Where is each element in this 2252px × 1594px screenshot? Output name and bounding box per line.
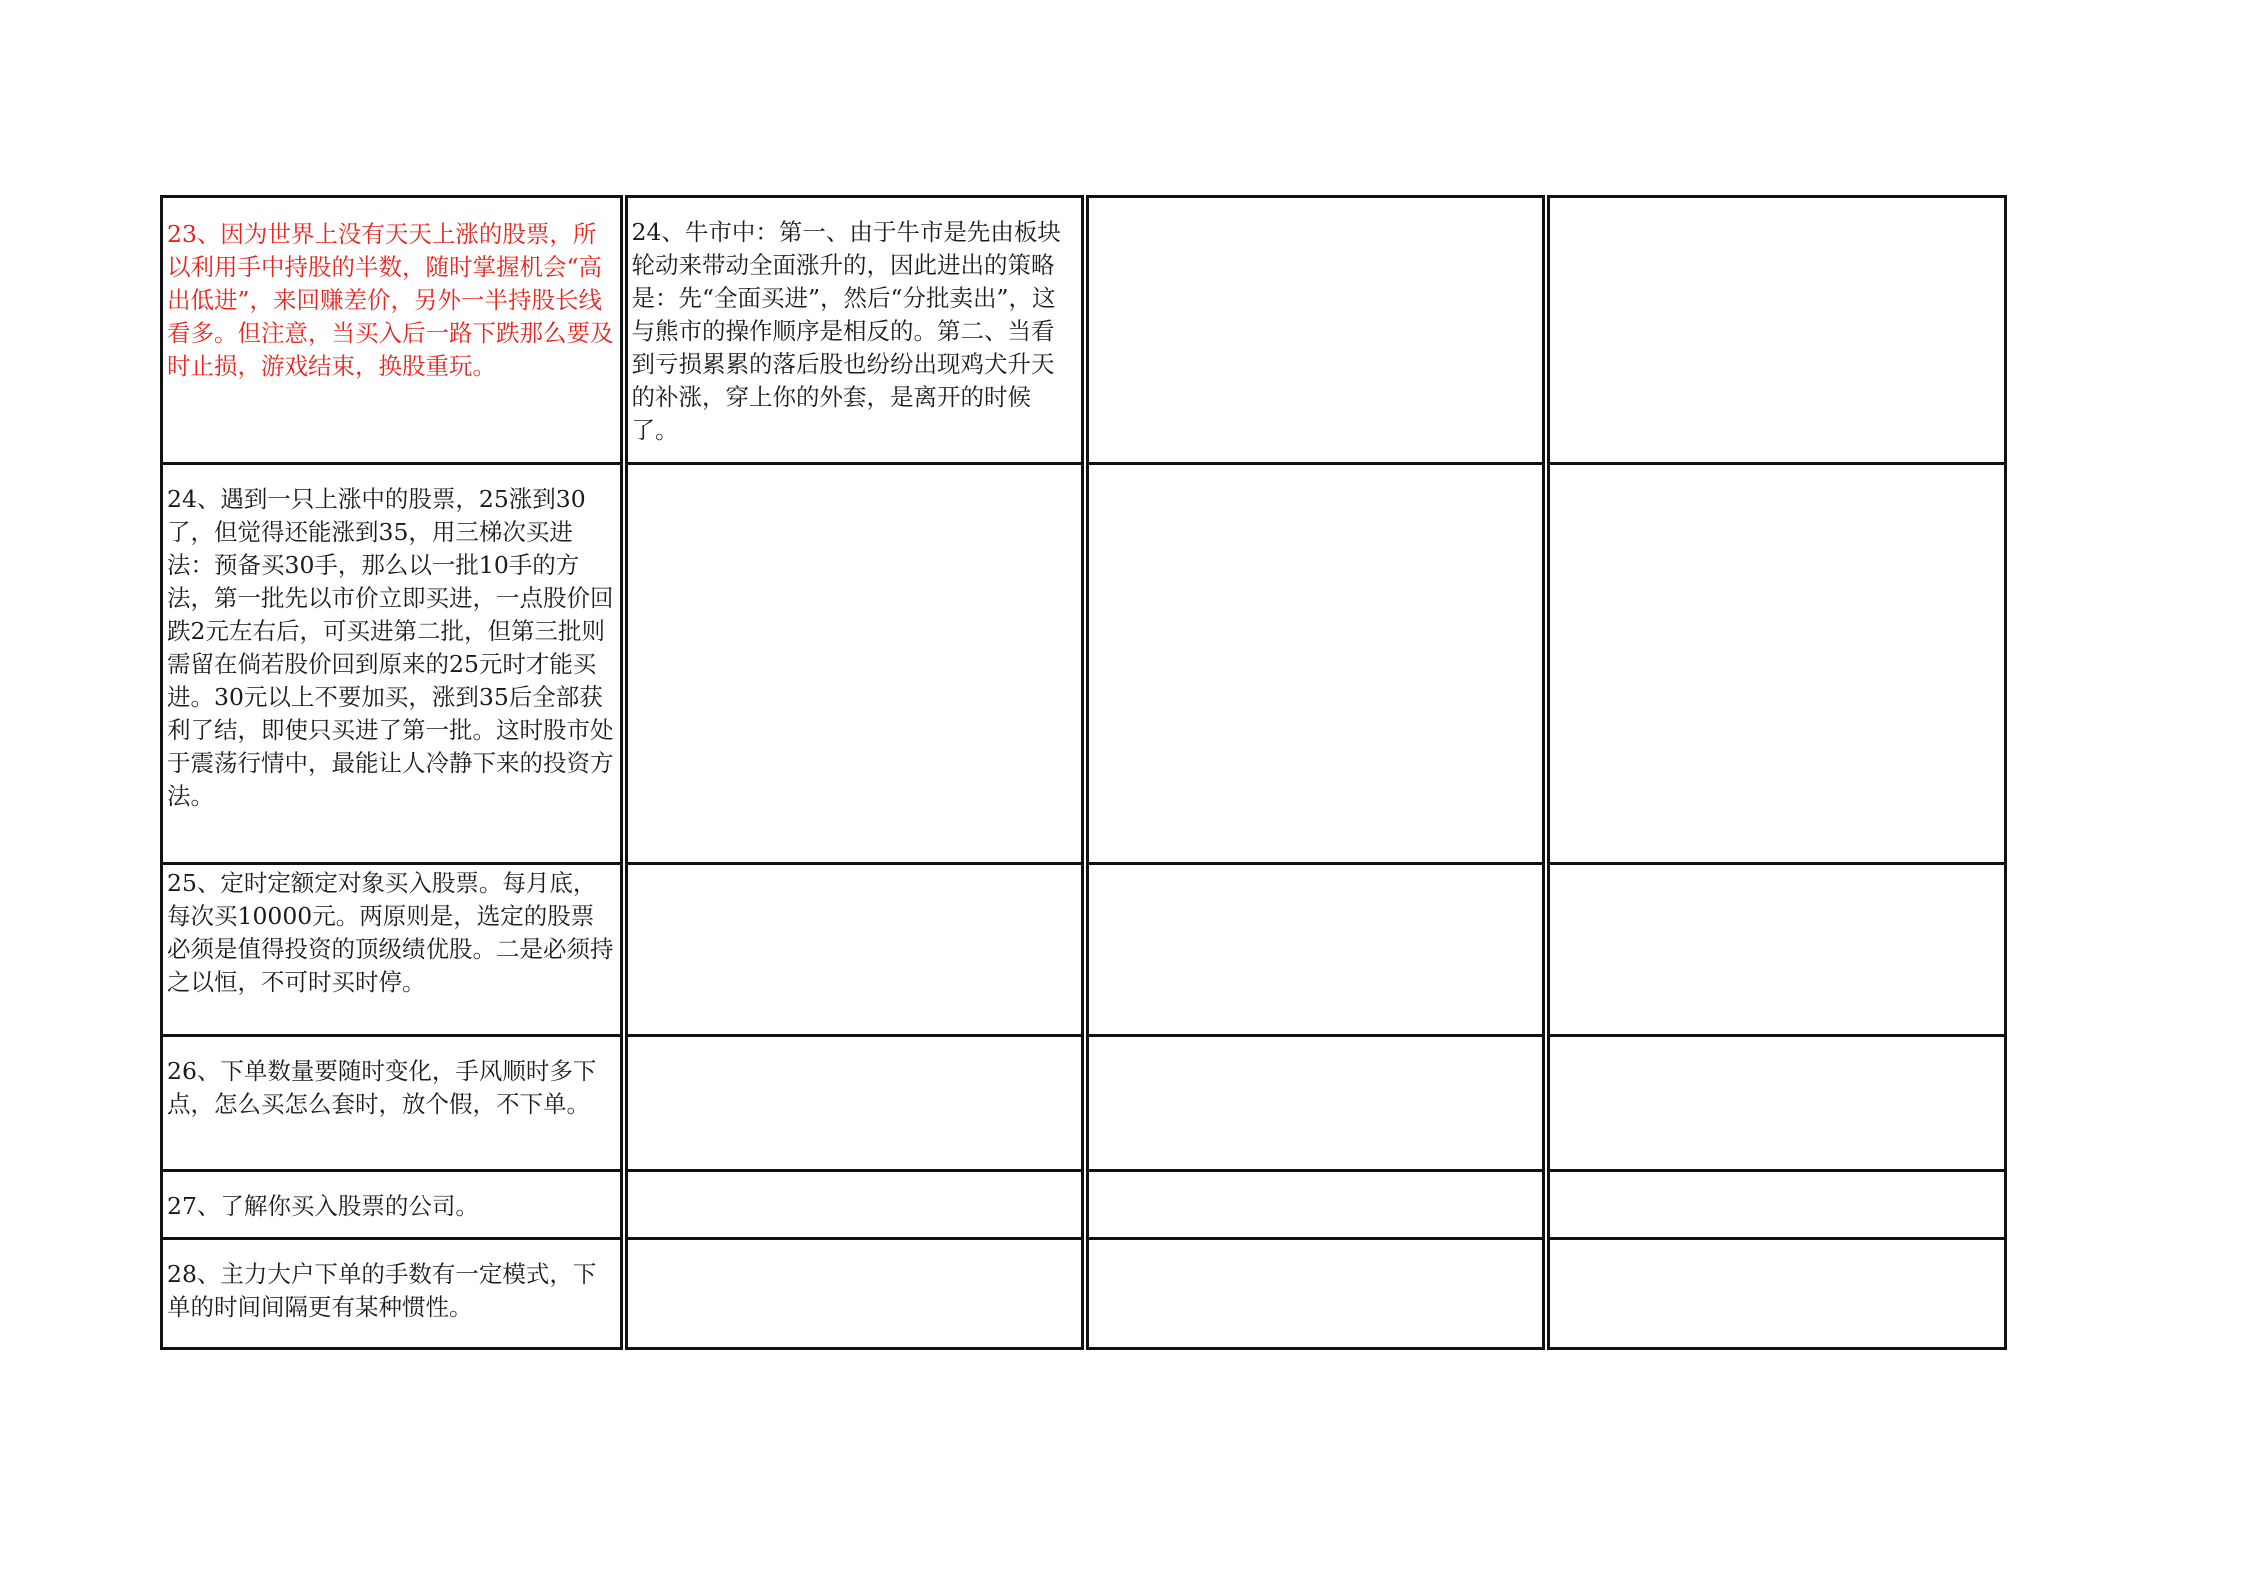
note-28-text: 28、主力大户下单的手数有一定模式，下单的时间间隔更有某种惯性。 — [167, 1260, 597, 1321]
note-24-bull-market-text: 24、牛市中：第一、由于牛市是先由板块轮动来带动全面涨升的，因此进出的策略是：先“全面买进”，然后“分批卖出”，这与熊市的操作顺序是相反的。第二、当看到亏损累累的落后股也纷纷出现鸡犬升天的补涨，穿上你的外套，是离开的时候了。 — [631, 218, 1061, 444]
cell-r6-c3 — [1085, 1239, 1546, 1349]
cell-text — [628, 1037, 1081, 1039]
cell-r1-c1 — [162, 197, 624, 464]
cell-r6-c4 — [1546, 1239, 2006, 1349]
cell-r1-c4 — [1546, 197, 2006, 464]
cell-r6-c1 — [162, 1239, 624, 1349]
cell-text — [1550, 1240, 2005, 1242]
cell-text — [1550, 198, 2005, 200]
cell-text — [1550, 465, 2005, 467]
cell-r5-c3 — [1085, 1171, 1546, 1239]
cell-r5-c1 — [162, 1171, 624, 1239]
cell-text — [1089, 1172, 1542, 1174]
cell-r4-c2 — [624, 1036, 1085, 1171]
cell-r1-c2 — [624, 197, 1085, 464]
cell-r1-c3 — [1085, 197, 1546, 464]
cell-text — [628, 1240, 1081, 1242]
table-row — [162, 197, 2006, 464]
cell-r5-c4 — [1546, 1171, 2006, 1239]
cell-r2-c4 — [1546, 464, 2006, 864]
cell-r2-c3 — [1085, 464, 1546, 864]
table-row — [162, 1239, 2006, 1349]
note-27-text: 27、了解你买入股票的公司。 — [167, 1192, 479, 1220]
cell-text — [1089, 465, 1542, 467]
table-row — [162, 864, 2006, 1036]
notes-table — [160, 195, 2007, 1350]
cell-r4-c1 — [162, 1036, 624, 1171]
note-26-text: 26、下单数量要随时变化，手风顺时多下点，怎么买怎么套时，放个假，不下单。 — [167, 1057, 597, 1118]
table-row — [162, 464, 2006, 864]
cell-r3-c3 — [1085, 864, 1546, 1036]
cell-r3-c4 — [1546, 864, 2006, 1036]
cell-text — [1550, 865, 2005, 867]
table-row — [162, 1171, 2006, 1239]
cell-text — [628, 465, 1081, 467]
cell-r5-c2 — [624, 1171, 1085, 1239]
note-24-three-tier-text: 24、遇到一只上涨中的股票，25涨到30了，但觉得还能涨到35，用三梯次买进法：预备买30手，那么以一批10手的方法，第一批先以市价立即买进，一点股价回跌2元左右后，可买进第二批，但第三批则需留在倘若股价回到原来的25元时才能买进。30元以上不要加买，涨到35后全部获利了结，即使只买进了第一批。这时股市处于震荡行情中，最能让人冷静下来的投资方法。 — [167, 485, 614, 810]
note-25-text: 25、定时定额定对象买入股票。每月底，每次买10000元。两原则是，选定的股票必须是值得投资的顶级绩优股。二是必须持之以恒，不可时买时停。 — [167, 869, 614, 996]
cell-r4-c4 — [1546, 1036, 2006, 1171]
cell-r2-c2 — [624, 464, 1085, 864]
cell-r4-c3 — [1085, 1036, 1546, 1171]
cell-text — [1089, 1037, 1542, 1039]
cell-r3-c1 — [162, 864, 624, 1036]
cell-text — [1550, 1037, 2005, 1039]
note-23-text: 23、因为世界上没有天天上涨的股票，所以利用手中持股的半数，随时掌握机会“高出低进”，来回赚差价，另外一半持股长线看多。但注意，当买入后一路下跌那么要及时止损，游戏结束，换股重玩。 — [167, 220, 614, 380]
cell-r6-c2 — [624, 1239, 1085, 1349]
cell-text — [628, 1172, 1081, 1174]
table-row — [162, 1036, 2006, 1171]
cell-text — [1550, 1172, 2005, 1174]
cell-text — [1089, 865, 1542, 867]
cell-text — [628, 865, 1081, 867]
cell-text — [1089, 1240, 1542, 1242]
cell-text — [1089, 198, 1542, 200]
cell-r3-c2 — [624, 864, 1085, 1036]
cell-r2-c1 — [162, 464, 624, 864]
